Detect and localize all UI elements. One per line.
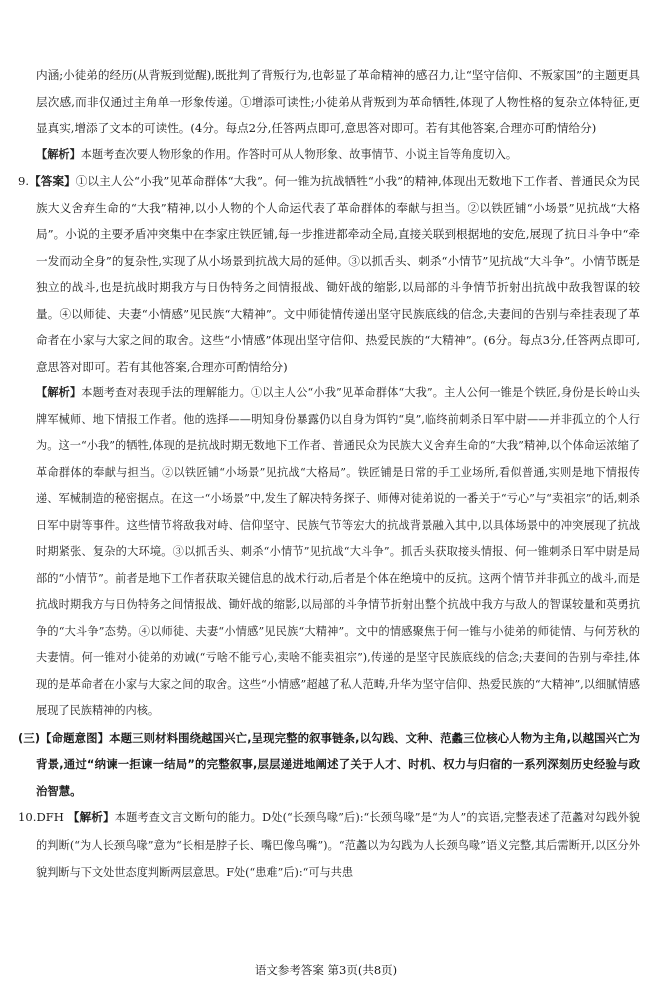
section3-text: 本题三则材料围绕越国兴亡,呈现完整的叙事链条,以勾践、文种、范蠡三位核心人物为主角,以越国兴亡为背景,通过“纳谏一拒谏一结局”的完整叙事,层层递进地阐述了关于人才、时机、权力与归宿的一系列深刻历史经验与政治智慧。 <box>36 730 640 798</box>
q9-analysis <box>18 380 640 725</box>
section3-intent <box>18 725 640 805</box>
q9-answer-text: ①以主人公“小我”见革命群体“大我”。何一锥为抗战牺牲“小我”的精神,体现出无数地下工作者、普通民众为民族大义舍弃生命的“大我”精神,以小人物的个人命运代表了革命群体的奉献与担当。②以铁匠铺“小场景”见抗战“大格局”。小说的主要矛盾冲突集中在李家庄铁匠铺,每一步推进都牵动全局,直接关联到根据地的安危,展现了抗日斗争中“牵一发而动全身”的复杂性,实现了从小场景到抗战大局的延伸。③以抓舌头、刺杀“小情节”见抗战“大斗争”。小情节既是独立的战斗,也是抗战时期我方与日伪特务之间情报战、锄奸战的缩影,以局部的斗争情节折射出抗战中敌我智谋的较量。④以师徒、夫妻“小情感”见民族“大精神”。文中师徒情传递出坚守民族底线的信念,夫妻间的告别与牵挂表现了革命者在小家与大家之间的取舍。这些“小情感”体现出坚守信仰、热爱民族的“大精神”。(6分。每点3分,任答两点即可,意思答对即可。若有其他答案,合理亦可酌情给分) <box>36 174 640 374</box>
q8-analysis-tag: 【解析】 <box>36 147 81 161</box>
q9-answer-tag: 【答案】 <box>29 174 76 188</box>
q9-number: 9. <box>18 174 30 188</box>
q10-number: 10. <box>18 810 37 824</box>
q9-answer <box>18 168 640 380</box>
q8-analysis <box>18 142 640 169</box>
page-footer: 语文参考答案 第3页(共8页) <box>254 963 398 977</box>
answer-page <box>18 62 640 887</box>
q8-analysis-text: 本题考查次要人物形象的作用。作答时可从人物形象、故事情节、小说主旨等角度切入。 <box>80 147 518 161</box>
q10-analysis-text: 本题考查文言文断句的能力。D处(“长颈鸟喙”后):“长颈鸟喙”是“为人”的宾语,完整表述了范蠡对勾践外貌的判断(“为人长颈鸟喙”意为“长相是脖子长、嘴巴像鸟嘴”)。“范蠡以为勾践为人长颈鸟喙”语义完整,其后需断开,以区分外貌判断与下文处世态度判断两层意思。F处(“患难”后):“可与共患 <box>36 811 640 879</box>
q9-analysis-text: 本题考查对表现手法的理解能力。①以主人公“小我”见革命群体“大我”。主人公何一锥是个铁匠,身份是长岭山头牌军械师、地下情报工作者。他的选择——明知身份暴露仍以自身为饵钓“臭”,临终前刺杀日军中尉——并非孤立的个人行为。这一“小我”的牺牲,体现的是抗战时期无数地下工作者、普通民众为民族大义舍弃生命的“大我”精神,以个体命运浓缩了革命群体的奉献与担当。②以铁匠铺“小场景”见抗战“大格局”。铁匠铺是日常的手工业场所,看似普通,实则是地下情报传递、军械制造的秘密据点。在这一“小场景”中,发生了解决特务探子、师傅对徒弟说的一番关于“亏心”与“卖祖宗”的话,刺杀日军中尉等事件。这些情节将敌我对峙、信仰坚守、民族气节等宏大的抗战背景融入其中,以具体场景中的冲突展现了抗战时期紧张、复杂的大环境。③以抓舌头、刺杀“小情节”见抗战“大斗争”。抓舌头获取接头情报、何一锥刺杀日军中尉是局部的“小情节”。前者是地下工作者获取关键信息的战术行动,后者是个体在绝境中的反抗。这两个情节并非孤立的战斗,而是抗战时期我方与日伪特务之间情报战、锄奸战的缩影,以局部的斗争情节折射出整个抗战中我方与敌人的智谋较量和英勇抗争的“大斗争”态势。④以师徒、夫妻“小情感”见民族“大精神”。文中的情感聚焦于何一锥与小徒弟的师徒情、与何芳秋的夫妻情。何一锥对小徒弟的劝诫(“亏啥不能亏心,卖啥不能卖祖宗”),传递的是坚守民族底线的信念;夫妻间的告别与牵挂,体现的是革命者在小家与大家之间的取舍。这些“小情感”超越了私人范畴,升华为坚守信仰、热爱民族的“大精神”,以细腻情感展现了民族精神的内核。 <box>36 386 640 717</box>
q10-answer <box>18 804 640 887</box>
q8-answer-continued: 内涵;小徒弟的经历(从背叛到觉醒),既批判了背叛行为,也彰显了革命精神的感召力,让“坚守信仰、不叛家国”的主题更具层次感,而非仅通过主角单一形象传递。①增添可读性;小徒弟从背叛到为革命牺牲,体现了人物性格的复杂立体特征,更显真实,增添了文本的可读性。(4分。每点2分,任答两点即可,意思答对即可。若有其他答案,合理亦可酌情给分) <box>36 68 640 135</box>
q10-answer-text: DFH <box>36 810 64 824</box>
q9-analysis-tag: 【解析】 <box>36 386 82 399</box>
section3-label: (三)【命题意图】 <box>18 730 110 745</box>
q10-analysis-tag: 【解析】 <box>67 810 115 824</box>
